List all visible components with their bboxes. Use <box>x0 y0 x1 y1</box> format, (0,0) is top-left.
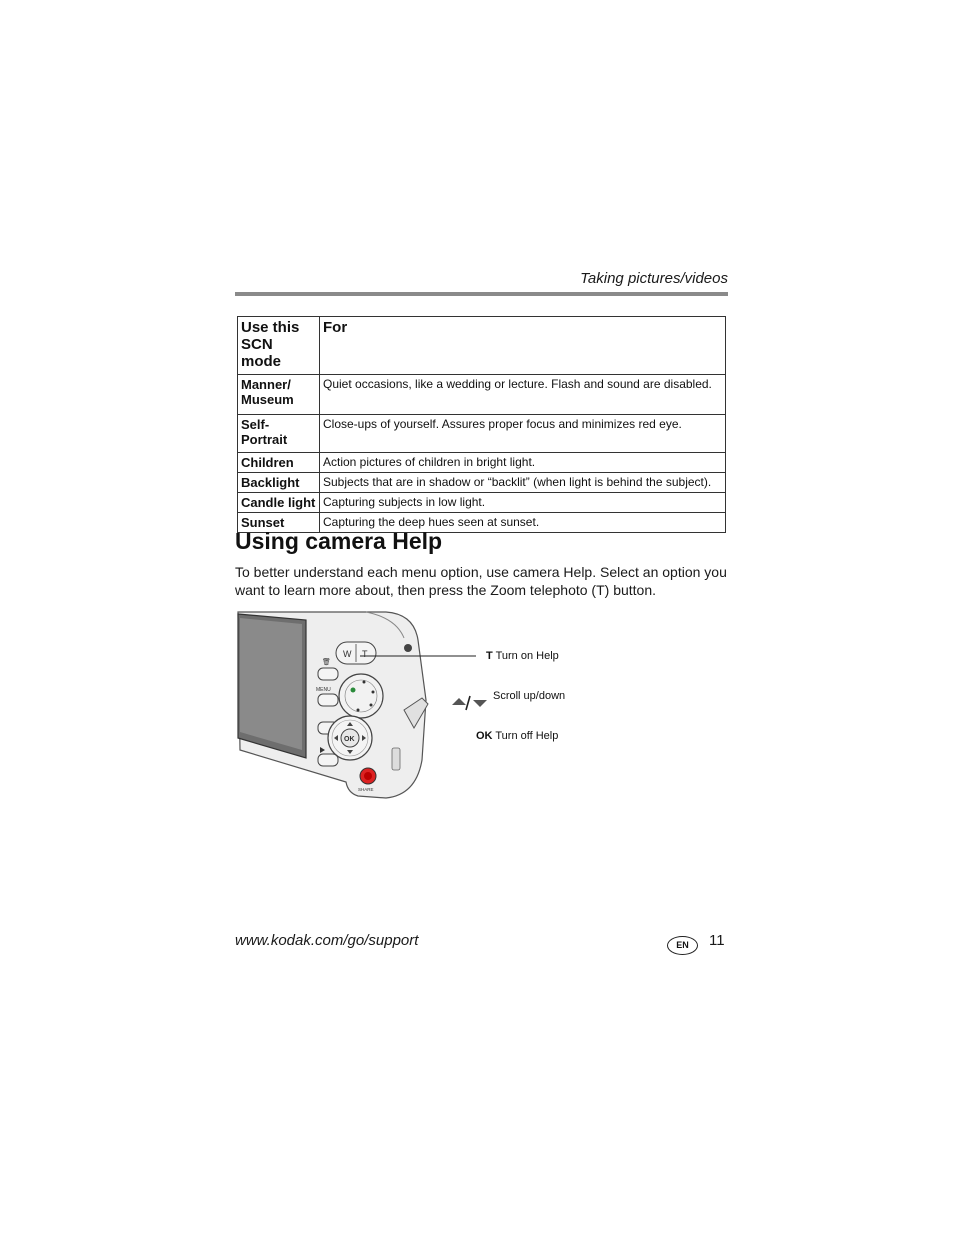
delete-button[interactable] <box>318 668 338 680</box>
language-badge: EN <box>667 936 698 955</box>
menu-label: MENU <box>316 687 331 693</box>
up-down-arrows-icon <box>451 693 489 713</box>
trash-icon: 🗑 <box>322 659 331 666</box>
share-label: SHARE <box>358 787 374 792</box>
share-button[interactable] <box>360 768 376 784</box>
mode-cell: Self- Portrait <box>238 415 320 453</box>
ok-button-label: OK <box>344 736 355 743</box>
column-header-for: For <box>320 317 726 375</box>
callout-turn-on-help <box>486 650 559 662</box>
mode-cell: Sunset <box>238 513 320 533</box>
review-button[interactable] <box>318 754 338 766</box>
for-cell: Subjects that are in shadow or “backlit” (when light is behind the subject). <box>320 473 726 493</box>
for-cell: Capturing the deep hues seen at sunset. <box>320 513 726 533</box>
table-row <box>238 415 726 453</box>
t-key-label: T <box>486 650 493 662</box>
table-row <box>238 473 726 493</box>
callout-turn-off-help <box>476 730 558 742</box>
column-header-mode: Use this SCN mode <box>238 317 320 375</box>
ok-button[interactable] <box>341 729 359 747</box>
t-callout-text: Turn on Help <box>495 650 559 662</box>
table-header-row <box>238 317 726 375</box>
for-cell: Quiet occasions, like a wedding or lecture. Flash and sound are disabled. <box>320 375 726 415</box>
mode-cell: Manner/ Museum <box>238 375 320 415</box>
mode-dial[interactable] <box>339 674 383 718</box>
mode-cell: Backlight <box>238 473 320 493</box>
mode-cell: Children <box>238 453 320 473</box>
callout-scroll: Scroll up/down <box>493 690 566 702</box>
running-head: Taking pictures/videos <box>580 270 728 287</box>
ok-callout-text: Turn off Help <box>495 730 559 742</box>
zoom-w-label: W <box>343 649 352 659</box>
mode-cell: Candle light <box>238 493 320 513</box>
callout-leader-line <box>360 650 480 662</box>
table-row <box>238 493 726 513</box>
camera-back-illustration <box>236 610 436 802</box>
ok-key-label: OK <box>476 730 493 742</box>
table-row <box>238 453 726 473</box>
for-cell: Close-ups of yourself. Assures proper focus and minimizes red eye. <box>320 415 726 453</box>
section-body: To better understand each menu option, use camera Help. Select an option you want to learn more about, then press the Zoom telephoto (T) button. <box>235 564 727 598</box>
table-row <box>238 375 726 415</box>
zoom-t-label: T <box>362 649 368 659</box>
scn-mode-table <box>237 316 726 533</box>
section-title: Using camera Help <box>235 528 443 554</box>
footer-support-url: www.kodak.com/go/support <box>235 932 419 949</box>
header-rule <box>235 292 728 296</box>
menu-button[interactable] <box>318 694 338 706</box>
for-cell: Capturing subjects in low light. <box>320 493 726 513</box>
page-number: 11 <box>709 932 725 949</box>
for-cell: Action pictures of children in bright light. <box>320 453 726 473</box>
